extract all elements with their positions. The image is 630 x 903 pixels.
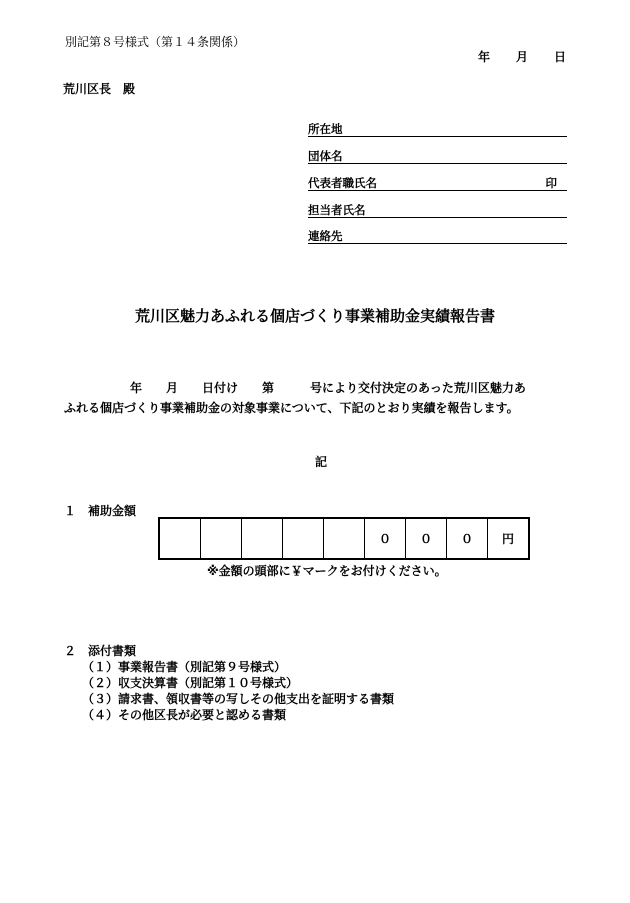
address-field[interactable]	[308, 121, 567, 137]
contact-label: 連絡先	[308, 229, 343, 243]
amount-cell[interactable]	[324, 518, 365, 559]
representative-label: 代表者職氏名	[308, 176, 377, 190]
attachment-item: （１）事業報告書（別記第９号様式）	[82, 660, 287, 674]
ki-heading: 記	[314, 455, 327, 469]
amount-unit-cell: 円	[488, 518, 530, 559]
seal-mark: 印	[545, 176, 557, 190]
amount-cell[interactable]	[242, 518, 283, 559]
body-paragraph	[64, 378, 584, 418]
body-line-1: 年 月 日付け 第 号により交付決定のあった荒川区魅力あ	[130, 381, 526, 395]
attachment-item: （３）請求書、領収書等の写しその他支出を証明する書類	[82, 692, 395, 706]
representative-field[interactable]	[308, 175, 567, 191]
amount-table	[158, 517, 530, 560]
organization-field[interactable]	[308, 148, 567, 164]
amount-cell[interactable]: ０	[447, 518, 488, 559]
contact-person-label: 担当者氏名	[308, 203, 366, 217]
document-title: 荒川区魅力あふれる個店づくり事業補助金実績報告書	[134, 307, 495, 325]
organization-label: 団体名	[308, 149, 343, 163]
date-day: 日	[554, 50, 567, 64]
contact-field[interactable]	[308, 228, 567, 244]
addressee: 荒川区長 殿	[63, 82, 136, 96]
date-year: 年	[478, 50, 491, 64]
body-line-2: ふれる個店づくり事業補助金の対象事業について、下記のとおり実績を報告します。	[64, 401, 519, 415]
address-label: 所在地	[308, 122, 343, 136]
attachment-item: （２）収支決算書（別記第１０号様式）	[82, 676, 299, 690]
date-line	[478, 48, 566, 65]
amount-cell[interactable]	[283, 518, 324, 559]
date-month: 月	[516, 50, 529, 64]
amount-cell[interactable]: ０	[406, 518, 447, 559]
section-attachments-label: ２ 添付書類	[64, 644, 137, 658]
amount-cell[interactable]	[201, 518, 242, 559]
amount-cell[interactable]: ０	[365, 518, 406, 559]
amount-row	[159, 518, 529, 559]
form-number: 別記第８号様式（第１４条関係）	[65, 35, 246, 49]
contact-person-field[interactable]	[308, 202, 567, 218]
section-subsidy-amount-label: １ 補助金額	[64, 504, 137, 518]
amount-note: ※金額の頭部に￥マークをお付けください。	[207, 564, 447, 578]
amount-cell[interactable]	[159, 518, 201, 559]
attachment-item: （４）その他区長が必要と認める書類	[82, 708, 287, 722]
